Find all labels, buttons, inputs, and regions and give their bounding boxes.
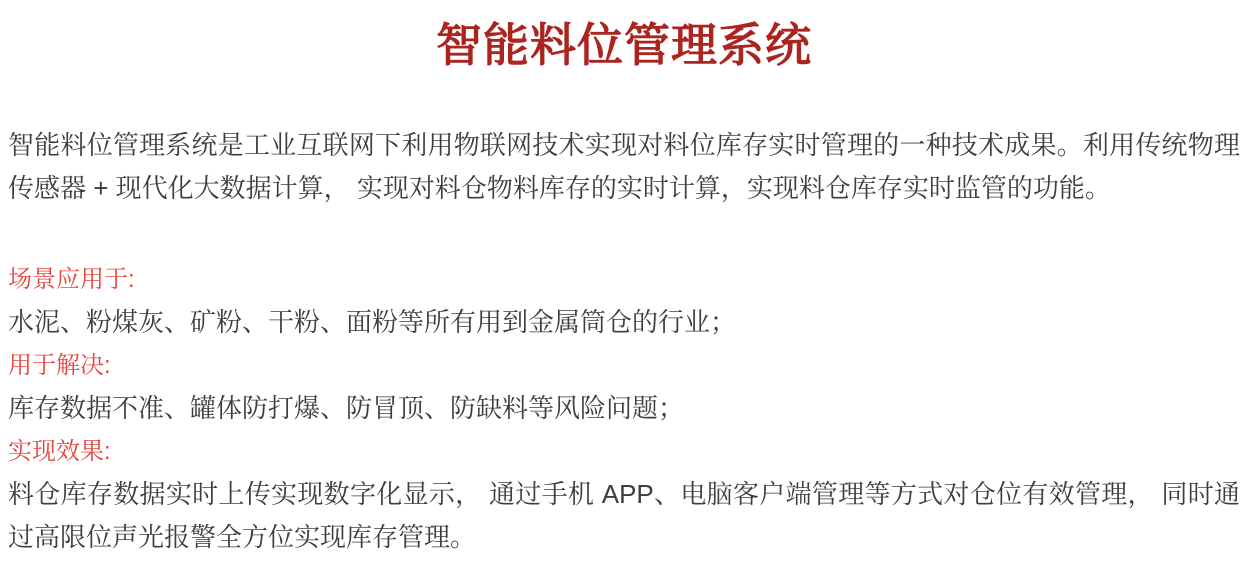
section-results [8,430,1240,559]
page-title: 智能料位管理系统 [436,20,812,71]
section-results-label: 实现效果: [8,438,111,465]
section-problems-content: 库存数据不准、罐体防打爆、防冒顶、防缺料等风险问题； [8,393,685,423]
intro-paragraph: 智能料位管理系统是工业互联网下利用物联网技术实现对料位库存实时管理的一种技术成果。利用传统物理传感器 + 现代化大数据计算， 实现对料仓物料库存的实时计算，实现料仓库存实时监管的功能。 [8,130,1240,203]
sections-block [8,258,1240,559]
section-problems [8,344,1240,430]
section-scenarios-label: 场景应用于: [8,266,135,293]
section-scenarios [8,258,1240,344]
section-results-content: 料仓库存数据实时上传实现数字化显示， 通过手机 APP、电脑客户端管理等方式对仓位有效管理， 同时通过高限位声光报警全方位实现库存管理。 [8,479,1240,552]
section-problems-label: 用于解决: [8,352,111,379]
section-scenarios-content: 水泥、粉煤灰、矿粉、干粉、面粉等所有用到金属筒仓的行业； [8,307,737,337]
